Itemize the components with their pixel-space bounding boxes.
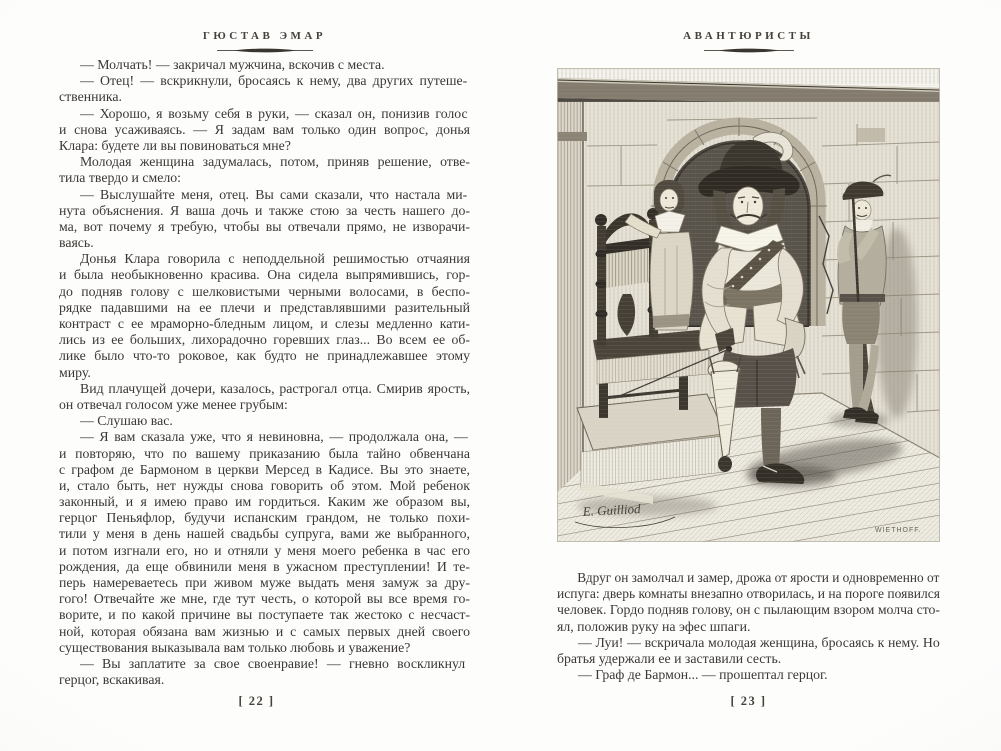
engraver-signature: WIETHOFF. (875, 527, 922, 534)
text-line: — Луи! — вскричала молодая женщина, бросаясь к нему. Но (578, 634, 940, 650)
page-text (557, 570, 940, 683)
text-line: — Отец! — вскрикнули, бросаясь к нему, два других путеше- (80, 73, 468, 89)
page-number: [ 23 ] (730, 694, 767, 708)
text-line: — Я вам сказала уже, что я невиновна, — продолжала она, — (80, 429, 468, 445)
running-head-title: АВАНТЮРИСТЫ (683, 30, 814, 42)
text-line: рядке падавшими на ее плечи и представлявшими разительный (59, 299, 470, 315)
text-line: — Хорошо, я возьму себя в руки, — сказал он, понизив голос (80, 105, 468, 121)
text-line: Донья Клара говорила с неподдельной решимостью отчаяния (80, 251, 470, 267)
text-line: — Вы заплатите за свое своенравие! — гневно воскликнул (80, 655, 466, 671)
text-line: — Молчать! — закричал мужчина, вскочив с места. (80, 57, 385, 72)
text-line: Молодая женщина задумалась, потом, приняв решение, отве- (80, 154, 470, 170)
text-line: и повторяю, что по вашему приказанию была тайно обвенчана (59, 445, 470, 461)
text-line: испуга: дверь комнаты внезапно отворилась, и на пороге появился (557, 586, 940, 602)
text-line: ственника. (59, 89, 122, 105)
text-line: и потом изгнали его, но и отняли у меня моего ребенка в час его (59, 542, 470, 558)
text-line: законный, и я имею право им гордиться. Каким же образом вы, (59, 494, 470, 510)
text-line: человек. Гордо подняв голову, он с пылающим взором молча сто- (557, 602, 940, 618)
artist-signature: E. Guilliod (582, 500, 641, 519)
text-line: нута объяснения. Я ваша дочь и также стою за честь нашего до- (59, 202, 470, 218)
text-line: лись из ее больших, лихорадочно горевших глаз... Во всем ее об- (59, 332, 470, 348)
text-line: и, стало быть, нет нужды снова говорить об этом. Мой ребенок (59, 477, 470, 493)
text-line: тила твердо и смело: (59, 170, 181, 186)
text-line: Вид плачущей дочери, казалось, растрогал отца. Смирив ярость, (80, 380, 470, 396)
text-line: — Граф де Бармон... — прошептал герцог. (578, 667, 828, 683)
text-line: ма, вот почему я требую, чтобы вы отвечали прямо, не изворачи- (59, 218, 470, 234)
text-line: — Выслушайте меня, отец. Вы сами сказали, что настала ми- (80, 186, 468, 202)
text-line: перь намереваетесь при живом муже выдать меня замуж за дру- (59, 575, 470, 590)
running-head-author: ГЮСТАВ ЭМАР (202, 30, 327, 42)
text-line: и была необыкновенно красива. Она сидела выпрямившись, гор- (59, 267, 470, 283)
text-line: ял, положив руку на эфес шпаги. (557, 618, 751, 634)
text-line: герцог Пеньяфлор, будучи испанским грандом, не только похи- (59, 510, 470, 526)
text-line: рождения, да еще обвинили меня в ужасном преступлении! И те- (59, 558, 470, 574)
page-right (557, 0, 940, 751)
text-line: тили у меня в день нашей свадьбы супруга, вами же выбранного, (59, 526, 470, 542)
text-line: ваясь. (59, 235, 94, 251)
text-line: Вдруг он замолчал и замер, дрожа от ярости и одновременно от (577, 570, 940, 585)
text-line: миру. (59, 364, 91, 380)
text-line: ворите, и по какой причине вы поступаете так жестоко с несчаст- (59, 607, 470, 623)
text-line: и снова усаживаясь. — Я задам вам только один вопрос, донья (59, 121, 470, 137)
text-line: существования выказывала вам только любовь и уважение? (59, 639, 411, 655)
engraving-texture (557, 68, 940, 542)
text-line: до подняв голову с шелковистыми черными волосами, в беспо- (59, 283, 470, 299)
header-rule (217, 47, 313, 54)
text-line: — Слушаю вас. (80, 413, 173, 429)
header-rule (704, 47, 794, 54)
text-line: лике было что-то роковое, как будто не принадлежавшее этому (59, 348, 470, 364)
text-line: с графом де Бармоном в церкви Мерсед в Кадисе. Вы это знаете, (59, 461, 470, 477)
page-number: [ 22 ] (238, 694, 275, 708)
text-line: контраст с ее мраморно-бледным лицом, и слезы медленно кати- (59, 316, 470, 331)
page-text (59, 57, 470, 688)
text-line: Клара: будете ли вы повиноваться мне? (59, 137, 291, 153)
text-line: он отвечал голосом уже менее грубым: (59, 396, 288, 412)
text-line: ной, которая обязана вам жизнью и с самых первых дней своего (59, 623, 470, 639)
engraving-illustration (557, 68, 940, 542)
text-line: герцог, вскакивая. (59, 672, 165, 688)
text-line: гого! Отвечайте же мне, где тут честь, о которой вы все время го- (59, 591, 470, 607)
page-left (59, 0, 470, 751)
text-line: братья удержали ее и заставили сесть. (557, 650, 782, 666)
